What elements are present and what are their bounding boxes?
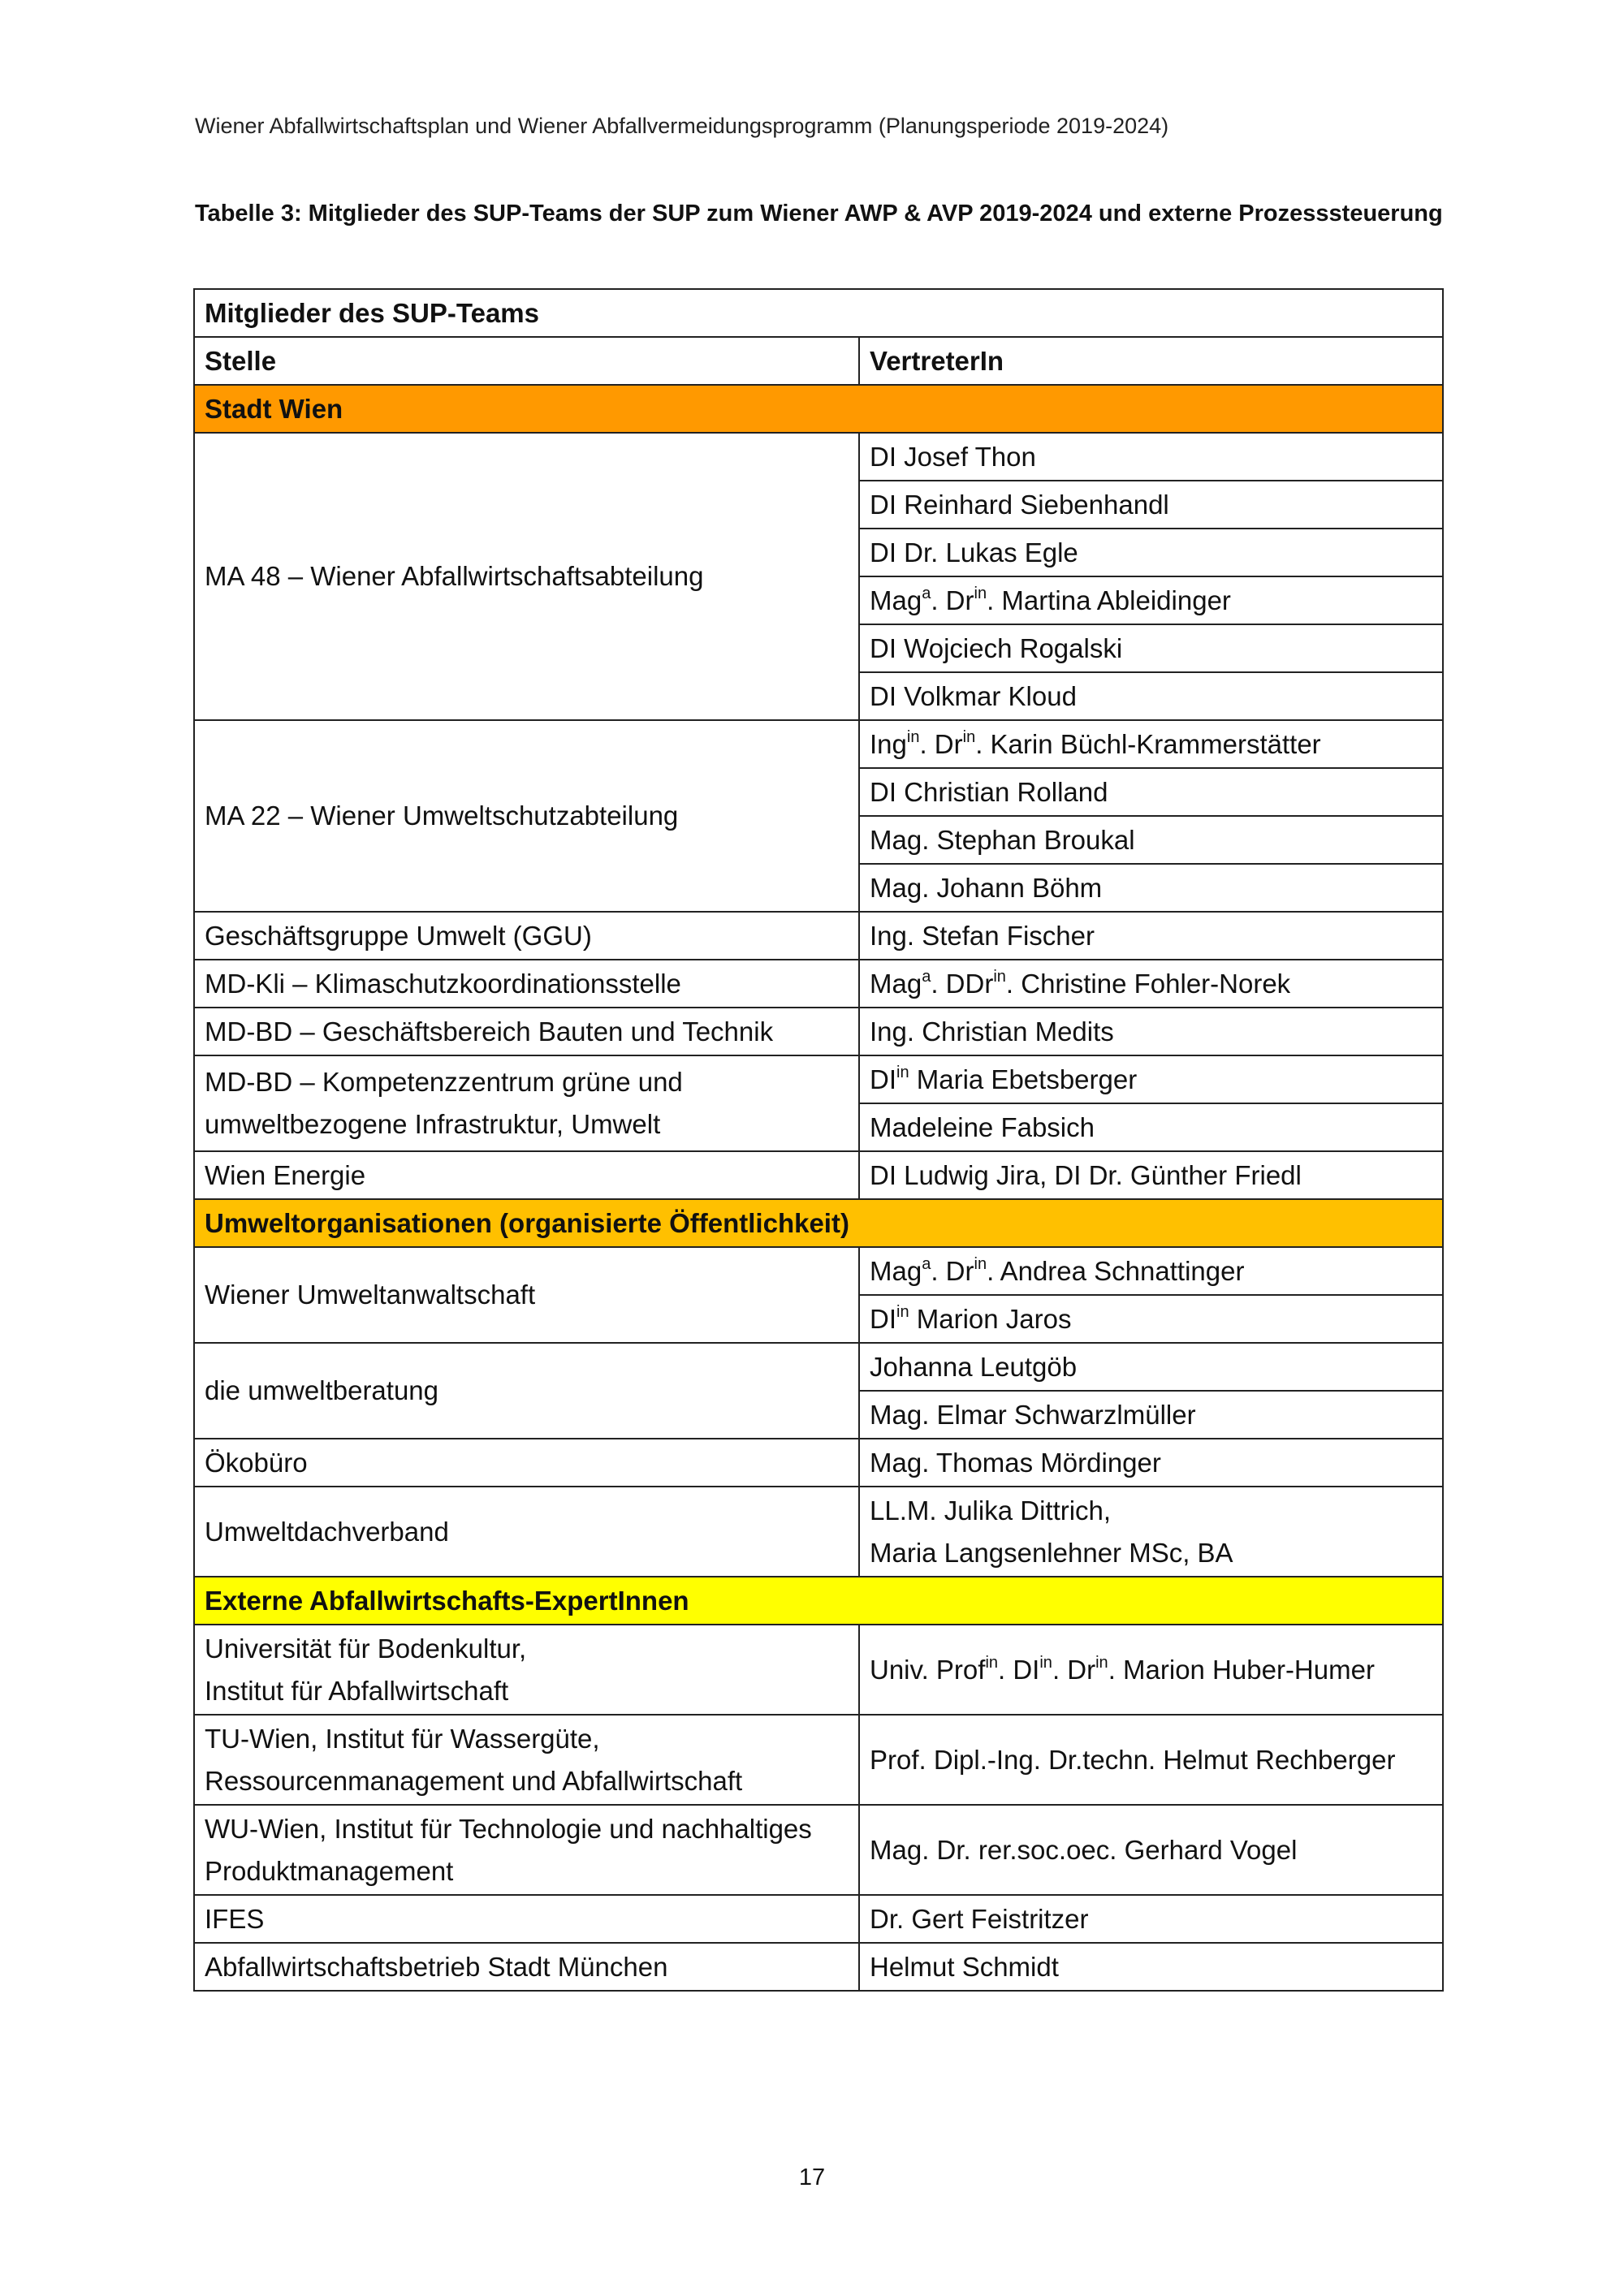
vertreter-cell: DI Volkmar Kloud	[859, 672, 1443, 720]
vertreter-cell: Mag$^a$. $Dr^{in}$. Andrea Schnattinger	[859, 1247, 1443, 1295]
section-externe: Externe Abfallwirtschafts-ExpertInnen	[194, 1577, 1443, 1625]
stelle-umweltdachverband: Umweltdachverband	[194, 1487, 859, 1577]
vertreter-cell: Johanna Leutgöb	[859, 1343, 1443, 1391]
section-row	[194, 1577, 1443, 1625]
vertreter-cell: Ing$^{in}$. $Dr^{in}$. Karin Büchl-Krammerstätter	[859, 720, 1443, 768]
stelle-umweltanwaltschaft: Wiener Umweltanwaltschaft	[194, 1247, 859, 1343]
stelle-oekobuero: Ökobüro	[194, 1439, 859, 1487]
vertreter-cell: Mag. Elmar Schwarzlmüller	[859, 1391, 1443, 1439]
section-row	[194, 1199, 1443, 1247]
table-row	[194, 1343, 1443, 1391]
vertreter-cell: DI Dr. Lukas Egle	[859, 529, 1443, 576]
table-title-row	[194, 289, 1443, 337]
vertreter-cell: Ing. Stefan Fischer	[859, 912, 1443, 960]
vertreter-cell: DI Wojciech Rogalski	[859, 624, 1443, 672]
vertreter-cell: Mag. Dr. rer.soc.oec. Gerhard Vogel	[859, 1805, 1443, 1895]
stelle-tuwien: TU-Wien, Institut für Wassergüte, Ressourcenmanagement und Abfallwirtschaft	[194, 1715, 859, 1805]
vertreter-cell: Mag. Johann Böhm	[859, 864, 1443, 912]
stelle-wien-energie: Wien Energie	[194, 1151, 859, 1199]
table-row	[194, 1151, 1443, 1199]
column-header-stelle: Stelle	[194, 337, 859, 385]
section-stadt-wien: Stadt Wien	[194, 385, 1443, 433]
table-row	[194, 1487, 1443, 1577]
stelle-boku: Universität für Bodenkultur, Institut für Abfallwirtschaft	[194, 1625, 859, 1715]
vertreter-cell: Dr. Gert Feistritzer	[859, 1895, 1443, 1943]
table-row	[194, 1805, 1443, 1895]
stelle-umweltberatung: die umweltberatung	[194, 1343, 859, 1439]
section-umweltorganisationen: Umweltorganisationen (organisierte Öffentlichkeit)	[194, 1199, 1443, 1247]
stelle-mdbd-bauten: MD-BD – Geschäftsbereich Bauten und Technik	[194, 1008, 859, 1055]
vertreter-cell: $DI^{in}$ Maria Ebetsberger	[859, 1055, 1443, 1103]
table-row	[194, 1247, 1443, 1295]
page-number: 17	[798, 2164, 826, 2190]
vertreter-cell: DI Josef Thon	[859, 433, 1443, 481]
vertreter-cell: Ing. Christian Medits	[859, 1008, 1443, 1055]
sup-team-table	[193, 288, 1444, 1992]
vertreter-cell: $DI^{in}$ Marion Jaros	[859, 1295, 1443, 1343]
vertreter-cell: DI Ludwig Jira, DI Dr. Günther Friedl	[859, 1151, 1443, 1199]
vertreter-cell: Mag$^a$. $Dr^{in}$. Martina Ableidinger	[859, 576, 1443, 624]
stelle-ma22: MA 22 – Wiener Umweltschutzabteilung	[194, 720, 859, 912]
table-row	[194, 1055, 1443, 1103]
table-row	[194, 1439, 1443, 1487]
stelle-mdkli: MD-Kli – Klimaschutzkoordinationsstelle	[194, 960, 859, 1008]
vertreter-cell: LL.M. Julika Dittrich, Maria Langsenlehner MSc, BA	[859, 1487, 1443, 1577]
vertreter-cell: DI Christian Rolland	[859, 768, 1443, 816]
table-row	[194, 960, 1443, 1008]
table-row	[194, 1715, 1443, 1805]
table-row	[194, 1625, 1443, 1715]
table-row	[194, 720, 1443, 768]
stelle-muenchen: Abfallwirtschaftsbetrieb Stadt München	[194, 1943, 859, 1991]
vertreter-cell: Univ. Prof$^{in}$. $DI^{in}$. $Dr^{in}$. Marion Huber-Humer	[859, 1625, 1443, 1715]
vertreter-cell: DI Reinhard Siebenhandl	[859, 481, 1443, 529]
table-caption: Tabelle 3: Mitglieder des SUP-Teams der SUP zum Wiener AWP & AVP 2019-2024 und externe Prozesssteuerung	[195, 201, 1443, 227]
vertreter-cell: Mag. Stephan Broukal	[859, 816, 1443, 864]
vertreter-cell: Mag$^a$. DDr$^{in}$. Christine Fohler-Norek	[859, 960, 1443, 1008]
vertreter-cell: Mag. Thomas Mördinger	[859, 1439, 1443, 1487]
vertreter-cell: Madeleine Fabsich	[859, 1103, 1443, 1151]
table-row	[194, 433, 1443, 481]
stelle-ma48: MA 48 – Wiener Abfallwirtschaftsabteilung	[194, 433, 859, 720]
table-row	[194, 912, 1443, 960]
table-row	[194, 1008, 1443, 1055]
table-row	[194, 1943, 1443, 1991]
column-header-vertreter: VertreterIn	[859, 337, 1443, 385]
stelle-wuwien: WU-Wien, Institut für Technologie und nachhaltiges Produktmanagement	[194, 1805, 859, 1895]
stelle-mdbd-kompetenz: MD-BD – Kompetenzzentrum grüne und umweltbezogene Infrastruktur, Umwelt	[194, 1055, 859, 1151]
table-title: Mitglieder des SUP-Teams	[194, 289, 1443, 337]
vertreter-cell: Prof. Dipl.-Ing. Dr.techn. Helmut Rechberger	[859, 1715, 1443, 1805]
vertreter-cell: Helmut Schmidt	[859, 1943, 1443, 1991]
stelle-ifes: IFES	[194, 1895, 859, 1943]
running-header: Wiener Abfallwirtschaftsplan und Wiener Abfallvermeidungsprogramm (Planungsperiode 2019-2024)	[195, 114, 1169, 138]
stelle-ggu: Geschäftsgruppe Umwelt (GGU)	[194, 912, 859, 960]
section-row	[194, 385, 1443, 433]
table-row	[194, 1895, 1443, 1943]
column-header-row	[194, 337, 1443, 385]
